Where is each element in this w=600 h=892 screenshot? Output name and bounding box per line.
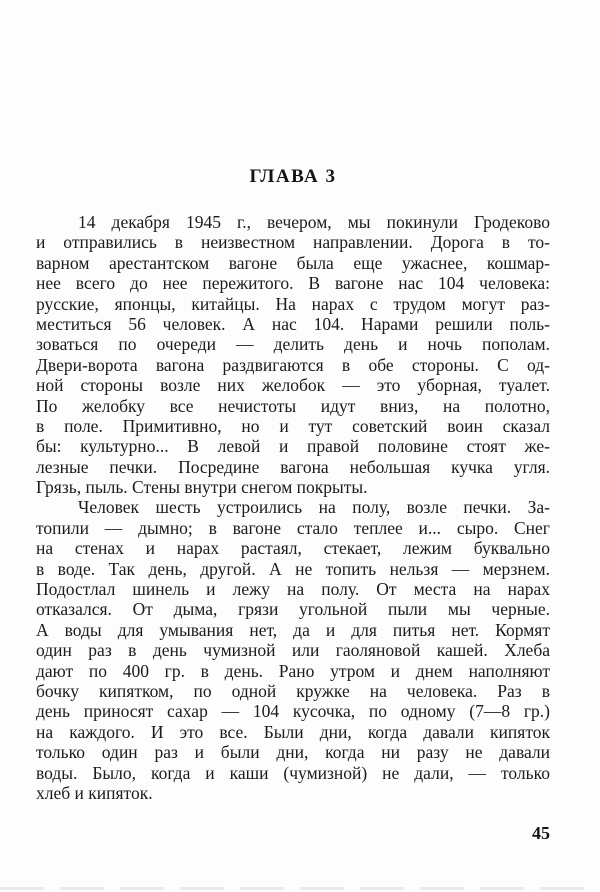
text-line: А воды для умывания нет, да и для питья нет. Кормят [36, 619, 550, 640]
text-line: бочку кипятком, по одной кружке на человека. Раз в [36, 680, 550, 701]
page-body [36, 212, 550, 803]
text-line: По желобку все нечистоты идут вниз, на полотно, [36, 395, 550, 416]
text-line: русские, японцы, китайцы. На нарах с трудом могут раз- [36, 293, 550, 314]
text-line: бы: культурно... В левой и правой половине стоят же- [36, 436, 550, 457]
text-line: 14 декабря 1945 г., вечером, мы покинули Гродеково [78, 212, 550, 232]
text-line: и отправились в неизвестном направлении. Дорога в то- [36, 232, 550, 253]
scan-edge-marks [0, 887, 600, 890]
text-line: один раз в день чумизной или гаоляновой кашей. Хлеба [36, 640, 550, 661]
text-line: меститься 56 человек. А нас 104. Нарами решили поль- [36, 313, 550, 334]
text-line: на каждого. И это все. Были дни, когда давали кипяток [36, 721, 550, 742]
text-line: на стенах и нарах растаял, стекает, лежим буквально [36, 538, 550, 559]
text-line: воды. Было, когда и каши (чумизной) не дали, — только [36, 762, 550, 783]
page-number: 45 [532, 823, 550, 843]
text-line: дают по 400 гр. в день. Рано утром и днем наполняют [36, 660, 550, 681]
text-line: хлеб и кипяток. [36, 782, 153, 803]
text-line: только один раз и были дни, когда ни разу не давали [36, 742, 550, 763]
text-line: топили — дымно; в вагоне стало теплее и... сыро. Снег [36, 517, 550, 538]
text-line: нее всего до нее пережитого. В вагоне нас 104 человека: [36, 273, 550, 294]
text-line: Подостлал шинель и лежу на полу. От места на нарах [36, 579, 550, 600]
text-line: в поле. Примитивно, но и тут советский воин сказал [36, 415, 550, 436]
text-line: Человек шесть устроились на полу, возле печки. За- [78, 497, 550, 518]
text-line: варном арестантском вагоне была еще ужаснее, кошмар- [36, 252, 550, 273]
text-line: в воде. Так день, другой. А не топить нельзя — мерзнем. [36, 558, 550, 579]
text-line: Двери-ворота вагона раздвигаются в обе стороны. С од- [36, 354, 550, 375]
text-line: ной стороны возле них желобок — это уборная, туалет. [36, 375, 550, 396]
text-line: лезные печки. Посредине вагона небольшая кучка угля. [36, 456, 550, 477]
text-line: день приносят сахар — 104 кусочка, по одному (7—8 гр.) [36, 701, 550, 722]
chapter-heading: ГЛАВА 3 [249, 166, 337, 187]
text-line: отказался. От дыма, грязи угольной пыли мы черные. [36, 599, 550, 620]
text-line: зоваться по очереди — делить день и ночь пополам. [36, 334, 550, 355]
text-line: Грязь, пыль. Стены внутри снегом покрыты. [36, 477, 368, 498]
